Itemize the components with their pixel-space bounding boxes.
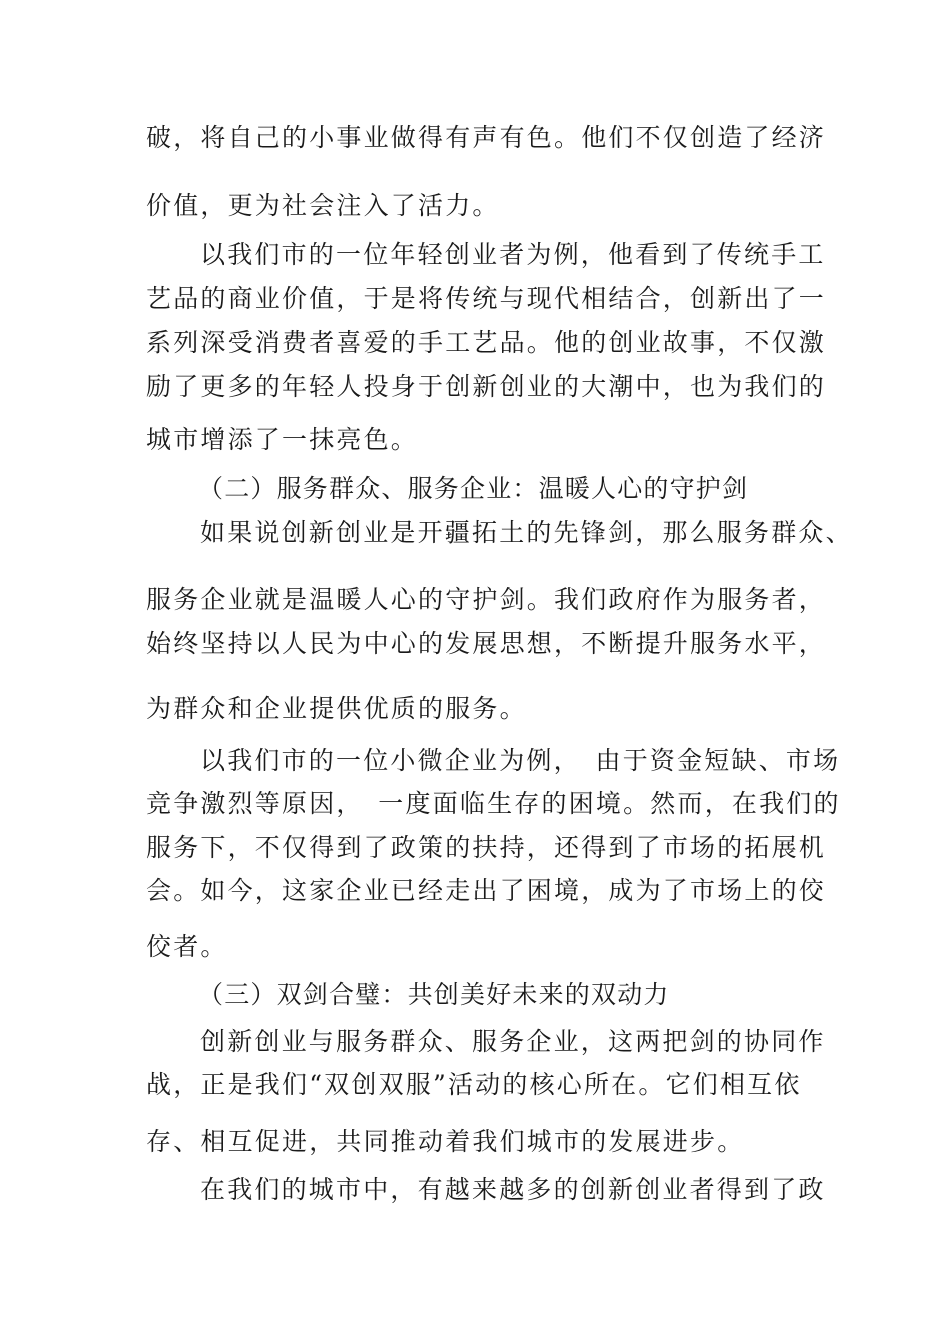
paragraph-line: 艺品的商业价值，于是将传统与现代相结合，创新出了一 [146,284,827,313]
paragraph-line: 系列深受消费者喜爱的手工艺品。他的创业故事，不仅激 [146,328,827,357]
paragraph-line: 以我们市的一位小微企业为例， 由于资金短缺、市场 [200,746,841,775]
paragraph-line: 城市增添了一抹亮色。 [146,425,419,454]
paragraph-line: 励了更多的年轻人投身于创新创业的大潮中，也为我们的 [146,372,827,401]
section-heading: （三）双剑合璧：共创美好未来的双动力 [198,980,670,1009]
paragraph-line: 始终坚持以人民为中心的发展思想，不断提升服务水平， [146,629,827,658]
paragraph-line: 价值，更为社会注入了活力。 [146,191,500,220]
paragraph-line: 如果说创新创业是开疆拓土的先锋剑，那么服务群众、 [200,518,853,547]
paragraph-line: 竞争激烈等原因， 一度面临生存的困境。然而，在我们的 [146,789,841,818]
paragraph-line: 以我们市的一位年轻创业者为例，他看到了传统手工 [200,240,826,269]
paragraph-line: 破，将自己的小事业做得有声有色。他们不仅创造了经济 [146,123,827,152]
paragraph-line: 服务企业就是温暖人心的守护剑。我们政府作为服务者， [146,585,827,614]
paragraph-line: 创新创业与服务群众、服务企业，这两把剑的协同作 [200,1027,826,1056]
paragraph-line: 为群众和企业提供优质的服务。 [146,694,527,723]
paragraph-line: 存、相互促进，共同推动着我们城市的发展进步。 [146,1127,745,1156]
paragraph-line: 在我们的城市中，有越来越多的创新创业者得到了政 [200,1175,826,1204]
paragraph-line: 战，正是我们“双创双服”活动的核心所在。它们相互依 [146,1070,802,1099]
paragraph-line: 会。如今，这家企业已经走出了困境，成为了市场上的佼 [146,876,827,905]
paragraph-line: 服务下，不仅得到了政策的扶持，还得到了市场的拓展机 [146,833,827,862]
paragraph-line: 佼者。 [146,932,228,961]
section-heading: （二）服务群众、服务企业：温暖人心的守护剑 [198,474,749,503]
